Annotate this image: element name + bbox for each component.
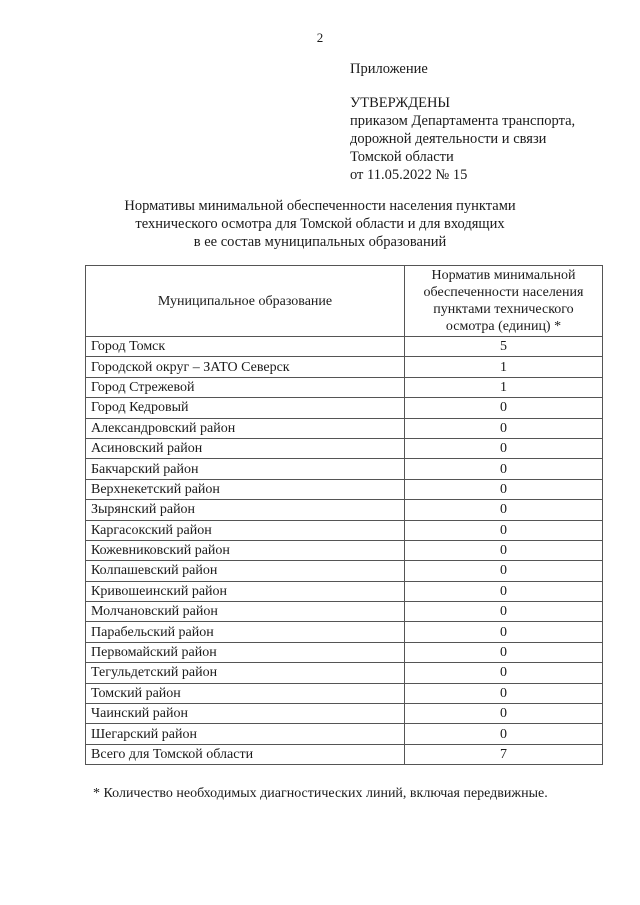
table-row — [86, 520, 603, 540]
norm-value-cell: 0 — [405, 438, 603, 458]
norm-value-cell: 1 — [405, 357, 603, 377]
municipality-cell: Парабельский район — [86, 622, 405, 642]
norm-value-cell: 0 — [405, 479, 603, 499]
municipality-column-header: Муниципальное образование — [86, 266, 405, 337]
norm-value-cell: 0 — [405, 663, 603, 683]
municipality-cell: Томский район — [86, 683, 405, 703]
table-row — [86, 500, 603, 520]
header-line: Норматив минимальной — [431, 268, 576, 283]
table-row — [86, 438, 603, 458]
table-row — [86, 642, 603, 662]
norm-value-cell: 0 — [405, 602, 603, 622]
municipality-cell: Город Томск — [86, 337, 405, 357]
table-row — [86, 683, 603, 703]
page-number: 2 — [316, 30, 324, 45]
municipality-cell: Шегарский район — [86, 724, 405, 744]
table-row — [86, 581, 603, 601]
norm-value-cell: 0 — [405, 724, 603, 744]
table-header-row — [86, 266, 603, 337]
table-row — [86, 418, 603, 438]
table-row — [86, 561, 603, 581]
municipality-cell: Александровский район — [86, 418, 405, 438]
norms-table — [85, 265, 603, 765]
norm-value-cell: 0 — [405, 642, 603, 662]
header-line: пунктами технического — [433, 302, 574, 317]
municipality-cell: Город Кедровый — [86, 398, 405, 418]
table-row — [86, 357, 603, 377]
footnote: * Количество необходимых диагностических линий, включая передвижные. — [93, 786, 548, 801]
table-row — [86, 540, 603, 560]
table-body — [86, 337, 603, 765]
norm-value-cell: 0 — [405, 398, 603, 418]
document-title — [0, 197, 640, 251]
norm-value-cell: 0 — [405, 540, 603, 560]
approval-line: УТВЕРЖДЕНЫ — [350, 95, 451, 111]
municipality-cell: Чаинский район — [86, 704, 405, 724]
title-line: Нормативы минимальной обеспеченности населения пунктами — [124, 198, 516, 214]
norm-value-cell: 0 — [405, 683, 603, 703]
municipality-cell: Зырянский район — [86, 500, 405, 520]
title-line: технического осмотра для Томской области и для входящих — [135, 216, 505, 232]
norm-value-cell: 5 — [405, 337, 603, 357]
norm-value-cell: 0 — [405, 520, 603, 540]
norm-value-cell: 0 — [405, 704, 603, 724]
table-row — [86, 398, 603, 418]
norm-value-cell: 0 — [405, 561, 603, 581]
norm-column-header — [405, 266, 603, 337]
approval-line: Томской области — [350, 149, 454, 165]
municipality-cell: Бакчарский район — [86, 459, 405, 479]
table-row — [86, 744, 603, 764]
table-row — [86, 602, 603, 622]
norm-value-cell: 0 — [405, 581, 603, 601]
municipality-cell: Тегульдетский район — [86, 663, 405, 683]
table-row — [86, 663, 603, 683]
appendix-label: Приложение — [350, 61, 428, 77]
approval-line: дорожной деятельности и связи — [350, 131, 547, 147]
header-line: обеспеченности населения — [423, 285, 584, 300]
norm-value-cell: 0 — [405, 418, 603, 438]
municipality-cell: Город Стрежевой — [86, 377, 405, 397]
title-line: в ее состав муниципальных образований — [193, 234, 447, 250]
table-row — [86, 724, 603, 744]
municipality-cell: Всего для Томской области — [86, 744, 405, 764]
municipality-cell: Асиновский район — [86, 438, 405, 458]
table-row — [86, 459, 603, 479]
municipality-cell: Первомайский район — [86, 642, 405, 662]
approval-date-line: от 11.05.2022 № 15 — [350, 167, 468, 183]
table-row — [86, 377, 603, 397]
municipality-cell: Колпашевский район — [86, 561, 405, 581]
approval-line: приказом Департамента транспорта, — [350, 113, 576, 129]
municipality-cell: Городской округ – ЗАТО Северск — [86, 357, 405, 377]
approval-block — [350, 94, 575, 184]
norm-value-cell: 0 — [405, 459, 603, 479]
table-row — [86, 479, 603, 499]
header-line: осмотра (единиц) * — [445, 319, 562, 334]
norm-value-cell: 0 — [405, 622, 603, 642]
table-row — [86, 337, 603, 357]
norm-value-cell: 1 — [405, 377, 603, 397]
table-row — [86, 622, 603, 642]
norm-value-cell: 7 — [405, 744, 603, 764]
municipality-cell: Верхнекетский район — [86, 479, 405, 499]
municipality-cell: Каргасокский район — [86, 520, 405, 540]
municipality-cell: Кожевниковский район — [86, 540, 405, 560]
municipality-cell: Кривошеинский район — [86, 581, 405, 601]
norm-value-cell: 0 — [405, 500, 603, 520]
table-row — [86, 704, 603, 724]
municipality-cell: Молчановский район — [86, 602, 405, 622]
